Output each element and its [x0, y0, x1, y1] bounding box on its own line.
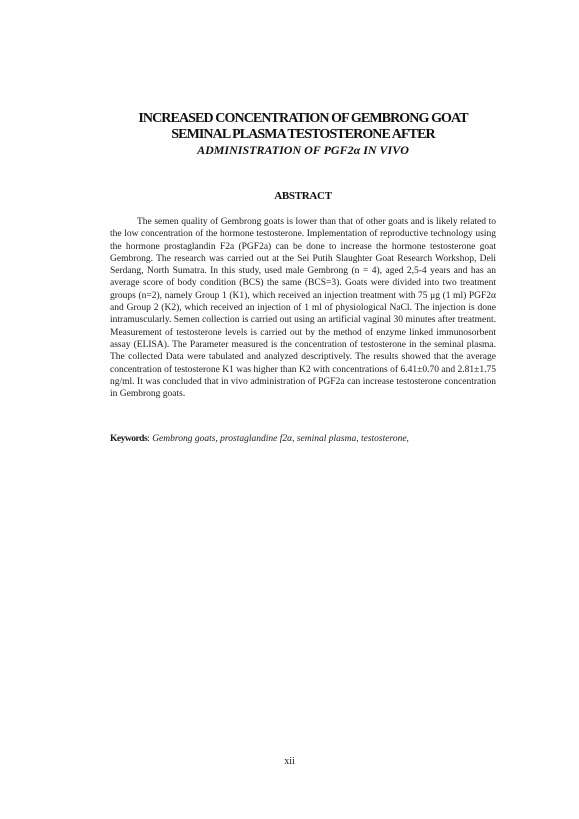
abstract-body: The semen quality of Gembrong goats is lower than that of other goats and is likely related to the low concentration of the hormone testosterone. Implementation of reproductive technology using the hormone prostaglandin F2a (PGF2a) can be done to increase the hormone testosterone goat Gembrong. The research was carried out at the Sei Putih Slaughter Goat Research Workshop, Deli Serdang, North Sumatra. In this study, used male Gembrong (n = 4), aged 2,5-4 years and has an average score of body condition (BCS) the same (BCS=3). Goats were divided into two treatment groups (n=2), namely Group 1 (K1), which received an injection treatment with 75 μg (1 ml) PGF2α and Group 2 (K2), which received an injection of 1 ml of physiological NaCl. The injection is done intramuscularly. Semen collection is carried out using an artificial vaginal 30 minutes after treatment. Measurement of testosterone levels is carried out by the method of enzyme linked immunosorbent assay (ELISA). The Parameter measured is the concentration of testosterone in the seminal plasma. The collected Data were tabulated and analyzed descriptively. The results showed that the average concentration of testosterone K1 was higher than K2 with concentrations of 6.41±0.70 and 2.81±1.75 ng/ml. It was concluded that in vivo administration of PGF2a can increase testosterone concentration in Gembrong goats. — [110, 217, 496, 400]
title-line-2: SEMINAL PLASMA TESTOSTERONE AFTER — [171, 127, 435, 142]
title-line-3: ADMINISTRATION OF PGF2α IN VIVO — [197, 143, 409, 157]
paper-title — [110, 111, 496, 143]
keywords-label: Keywords — [110, 434, 148, 444]
keywords — [110, 433, 496, 445]
abstract-heading: ABSTRACT — [274, 190, 332, 202]
title-line-1: INCREASED CONCENTRATION OF GEMBRONG GOAT — [138, 111, 468, 126]
keywords-separator: : — [147, 434, 153, 444]
keywords-list: Gembrong goats, prostaglandine f2α, seminal plasma, testosterone, — [152, 434, 409, 444]
page-number: xii — [284, 756, 295, 767]
